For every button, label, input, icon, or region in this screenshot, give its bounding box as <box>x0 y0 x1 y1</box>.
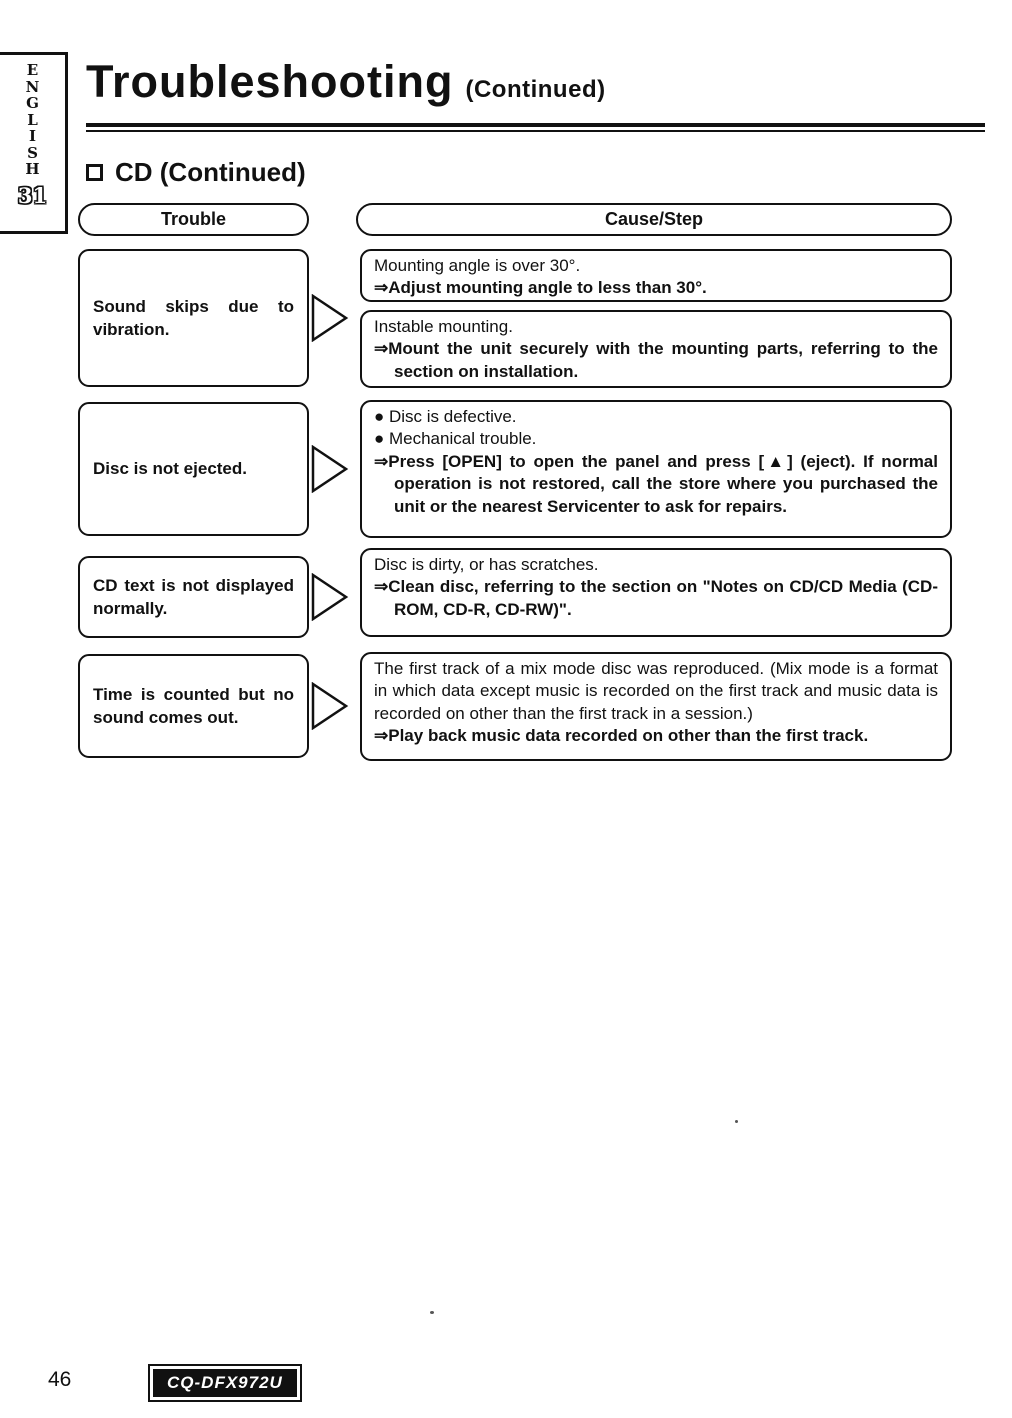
cause-header-label: Cause/Step <box>604 209 704 229</box>
page-title-main: Troubleshooting <box>86 56 454 107</box>
trouble-header-label: Trouble <box>160 209 226 229</box>
model-badge <box>148 1364 302 1402</box>
language-letter: G <box>26 94 39 112</box>
cause-column-header <box>356 203 952 236</box>
cause-bullet-text: ● Mechanical trouble. <box>374 429 537 449</box>
page-title-continued: (Continued) <box>465 76 606 103</box>
language-tab <box>0 52 68 234</box>
cause-box-instable-mounting <box>360 310 952 388</box>
language-label <box>25 62 39 178</box>
language-letter: I <box>28 127 37 145</box>
cause-bullet-text: ● Disc is defective. <box>374 407 517 426</box>
arrow-right-icon <box>311 445 349 493</box>
cause-box-mix-mode <box>360 652 952 761</box>
cause-box-disc-dirty <box>360 548 952 637</box>
page-number: 46 <box>48 1368 72 1391</box>
page-title <box>86 56 606 108</box>
cause-text: Instable mounting. <box>374 317 513 336</box>
arrow-right-icon <box>311 573 349 621</box>
square-icon <box>86 164 103 181</box>
trouble-box-cd-text <box>78 556 309 638</box>
section-title: CD (Continued) <box>115 157 306 187</box>
language-letter: S <box>27 143 38 162</box>
cause-box-disc-defective <box>360 400 952 538</box>
section-heading <box>86 157 306 188</box>
cause-box-mounting-angle <box>360 249 952 302</box>
model-badge-label: CQ-DFX972U <box>153 1369 297 1397</box>
language-letter: L <box>27 110 38 129</box>
trouble-text: CD text is not displayed normally. <box>93 575 294 618</box>
cause-text: The first track of a mix mode disc was reproduced. (Mix mode is a format in which data except music is recorded on the first track and music data is recorded on other than the first track in a session.) <box>374 659 938 723</box>
cause-action-text: ⇒Adjust mounting angle to less than 30°. <box>374 278 707 298</box>
arrow-right-icon <box>311 294 349 342</box>
trouble-text: Disc is not ejected. <box>93 459 247 479</box>
scan-speck <box>735 1120 738 1123</box>
language-letter: E <box>26 61 39 79</box>
cause-action-text: ⇒Play back music data recorded on other than the first track. <box>374 726 869 746</box>
cause-text: Mounting angle is over 30°. <box>374 256 581 275</box>
trouble-text: Time is counted but no sound comes out. <box>93 684 294 727</box>
cause-text: Disc is dirty, or has scratches. <box>374 555 599 574</box>
trouble-box-time-counted <box>78 654 309 758</box>
cause-action-text: ⇒Clean disc, referring to the section on "Notes on CD/CD Media (CD-ROM, CD-R, CD-RW)". <box>374 577 938 619</box>
cause-action-text: ⇒Press [OPEN] to open the panel and press [▲] (eject). If normal operation is not restored, call the store where you purchased the unit or the nearest Servicenter to ask for repairs. <box>374 451 938 516</box>
trouble-text: Sound skips due to vibration. <box>93 296 294 339</box>
section-page-marker: 31 <box>17 182 48 208</box>
arrow-right-icon <box>311 682 349 730</box>
title-rule <box>86 123 985 132</box>
cause-action-text: ⇒Mount the unit securely with the mounting parts, referring to the section on installation. <box>374 339 938 381</box>
trouble-box-disc-not-ejected <box>78 402 309 536</box>
trouble-column-header <box>78 203 309 236</box>
scan-speck <box>430 1311 434 1314</box>
language-letter: N <box>25 77 40 96</box>
trouble-box-sound-skips <box>78 249 309 387</box>
language-letter: H <box>25 160 40 178</box>
